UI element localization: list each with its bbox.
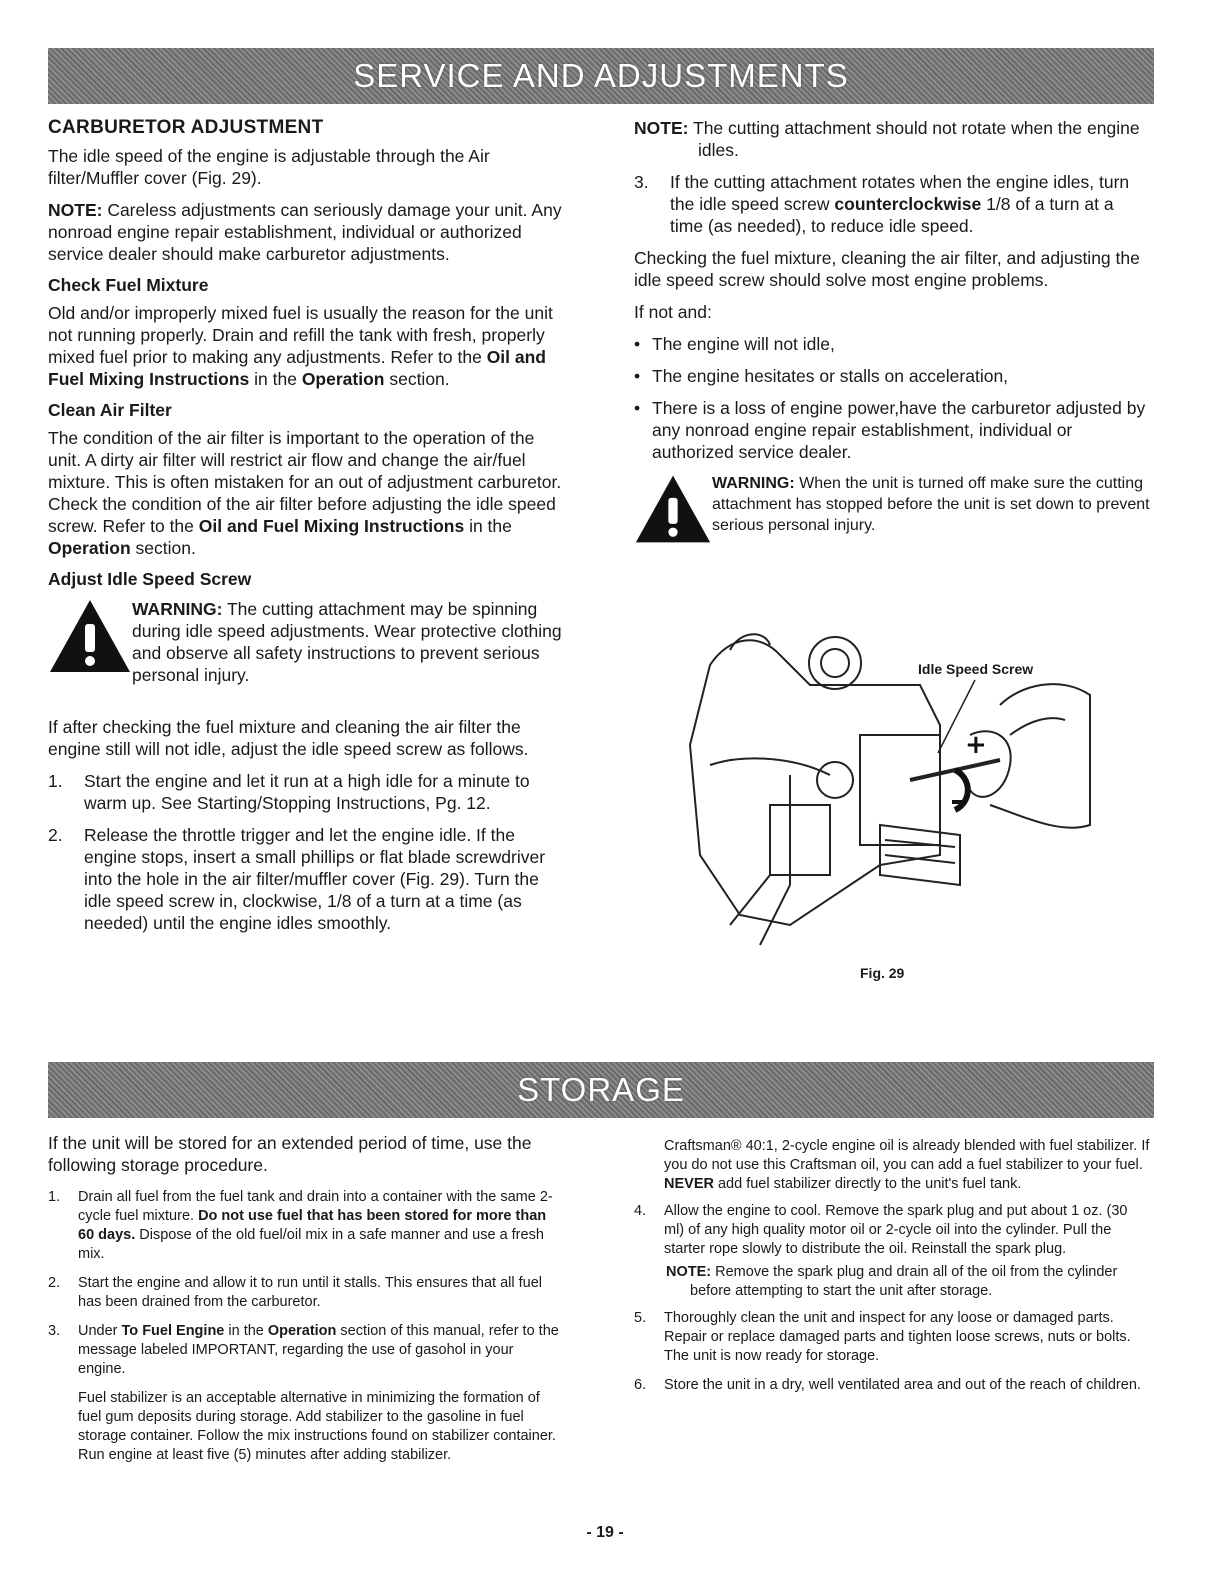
list-item bbox=[634, 1202, 1150, 1259]
step-text: Start the engine and let it run at a high idle for a minute to warm up. See Starting/Stopping Instructions, Pg. 12. bbox=[84, 771, 530, 813]
note-text: Remove the spark plug and drain all of the oil from the cylinder before attempting to start the unit after storage. bbox=[690, 1264, 1118, 1299]
warning-label: WARNING: bbox=[712, 475, 795, 492]
craftsman-text-a: Craftsman® 40:1, 2-cycle engine oil is already blended with fuel stabilizer. If you do not use this Craftsman oil, you can add a fuel stabilizer to your fuel. bbox=[664, 1138, 1150, 1173]
idle-heading: Adjust Idle Speed Screw bbox=[48, 569, 252, 589]
step-text bbox=[78, 1322, 564, 1379]
step-text: Release the throttle trigger and let the engine idle. If the engine stops, insert a small phillips or flat blade screwdriver into the hole in the air filter/muffler cover (Fig. 29). Turn the idle speed screw in, clockwise, 1/8 of a turn at a time (as needed) until the engine idles smoothly. bbox=[84, 825, 546, 933]
storage-left bbox=[48, 1132, 564, 1465]
bullet-text: There is a loss of engine power,have the carburetor adjusted by any nonroad engine repair establishment, individual or authorized service dealer. bbox=[652, 398, 1146, 462]
figure-caption: Fig. 29 bbox=[860, 965, 905, 981]
storage-intro: If the unit will be stored for an extended period of time, use the following storage procedure. bbox=[48, 1133, 532, 1175]
bullet: • bbox=[634, 366, 641, 386]
step-text-e: section of this manual, refer to the message labeled IMPORTANT, regarding the use of gasohol in your engine. bbox=[78, 1323, 559, 1377]
bullet-text: The engine will not idle, bbox=[652, 334, 835, 354]
right-warning bbox=[634, 473, 1150, 545]
list-item bbox=[634, 333, 1150, 355]
checking-text: Checking the fuel mixture, cleaning the air filter, and adjusting the idle speed screw should solve most engine problems. bbox=[634, 248, 1140, 290]
idle-after: If after checking the fuel mixture and cleaning the air filter the engine still will not idle, adjust the idle speed screw as follows. bbox=[48, 717, 529, 759]
step-number: 2. bbox=[48, 825, 63, 845]
service-banner-title: SERVICE AND ADJUSTMENTS bbox=[353, 57, 849, 94]
bullet: • bbox=[634, 334, 641, 354]
warning-text: When the unit is turned off make sure the cutting attachment has stopped before the unit is set down to prevent serious personal injury. bbox=[712, 475, 1150, 534]
left-column bbox=[48, 117, 564, 944]
step-number: 4. bbox=[634, 1203, 647, 1219]
warning-icon bbox=[48, 598, 132, 674]
step-bold-2: Operation bbox=[267, 1323, 337, 1339]
air-text-3: section. bbox=[130, 538, 196, 558]
list-item bbox=[48, 1274, 564, 1312]
step-number: 6. bbox=[634, 1377, 647, 1393]
step-bold: To Fuel Engine bbox=[121, 1323, 225, 1339]
step-text: Store the unit in a dry, well ventilated area and out of the reach of children. bbox=[664, 1377, 1141, 1393]
bullet-list bbox=[634, 333, 1150, 463]
note-text: Careless adjustments can seriously damage your unit. Any nonroad engine repair establishment, individual or authorized service dealer should make carburetor adjustments. bbox=[48, 200, 562, 264]
right-warning-text bbox=[712, 473, 1150, 536]
air-heading: Clean Air Filter bbox=[48, 400, 172, 420]
step-number: 2. bbox=[48, 1275, 61, 1291]
storage-steps-right-2 bbox=[634, 1309, 1150, 1395]
craftsman-bold: NEVER bbox=[664, 1176, 714, 1192]
step-text: Allow the engine to cool. Remove the spark plug and put about 1 oz. (30 ml) of any high quality motor oil or 2-cycle oil into the cylinder. Pull the starter rope slowly to distribute the oil. Reinstall the spark plug. bbox=[664, 1203, 1128, 1257]
storage-right bbox=[634, 1137, 1150, 1405]
fuel-heading: Check Fuel Mixture bbox=[48, 275, 209, 295]
bullet-text: The engine hesitates or stalls on acceleration, bbox=[652, 366, 1009, 386]
right-steps bbox=[634, 171, 1150, 237]
step-text: Start the engine and allow it to run until it stalls. This ensures that all fuel has been drained from the carburetor. bbox=[78, 1275, 542, 1310]
right-column bbox=[634, 117, 1150, 545]
air-text-2: in the bbox=[464, 516, 512, 536]
list-item bbox=[634, 1376, 1150, 1395]
list-item bbox=[634, 365, 1150, 387]
list-item bbox=[634, 171, 1150, 237]
step-text bbox=[670, 171, 1150, 237]
craftsman-text-c: add fuel stabilizer directly to the unit's fuel tank. bbox=[713, 1176, 1022, 1192]
fuel-bold-1: Oil and Fuel Mixing Instructions bbox=[48, 347, 546, 389]
page-number: - 19 - bbox=[586, 1524, 624, 1541]
note-text: The cutting attachment should not rotate when the engine idles. bbox=[688, 118, 1140, 160]
idle-warning-text bbox=[132, 598, 564, 686]
carburetor-intro: The idle speed of the engine is adjustable through the Air filter/Muffler cover (Fig. 29). bbox=[48, 146, 490, 188]
list-item bbox=[634, 397, 1150, 463]
step-text-a: Drain all fuel from the fuel tank and drain into a container with the same 2-cycle fuel mixture. bbox=[78, 1189, 553, 1224]
step-text-c: 1/8 of a turn at a time (as needed), to reduce idle speed. bbox=[670, 194, 1114, 236]
step-number: 5. bbox=[634, 1310, 647, 1326]
storage-banner bbox=[48, 1062, 1154, 1118]
stabilizer-paragraph: Fuel stabilizer is an acceptable alternative in minimizing the formation of fuel gum deposits during storage. Add stabilizer to the gasoline in fuel storage container. Follow the mix instructions found on stabilizer container. Run engine at least five (5) minutes after adding stabilizer. bbox=[78, 1390, 556, 1463]
storage-steps-right bbox=[634, 1202, 1150, 1259]
note-label: NOTE: bbox=[666, 1264, 712, 1280]
note-label: NOTE: bbox=[634, 118, 689, 138]
craftsman-paragraph bbox=[634, 1137, 1150, 1194]
step-number: 3. bbox=[48, 1323, 61, 1339]
right-note bbox=[634, 117, 1150, 161]
step-bold: counterclockwise bbox=[834, 194, 982, 214]
step-text-a: Under bbox=[78, 1323, 122, 1339]
if-not-text: If not and: bbox=[634, 302, 712, 322]
list-item bbox=[48, 1188, 564, 1264]
warning-text: The cutting attachment may be spinning during idle speed adjustments. Wear protective clothing and observe all safety instructions to prevent serious personal injury. bbox=[132, 599, 562, 685]
air-bold-1: Oil and Fuel Mixing Instructions bbox=[198, 516, 465, 536]
fuel-text-3: section. bbox=[384, 369, 450, 389]
fuel-bold-2: Operation bbox=[301, 369, 385, 389]
step-number: 3. bbox=[634, 172, 649, 192]
air-bold-2: Operation bbox=[48, 538, 131, 558]
carburetor-heading: CARBURETOR ADJUSTMENT bbox=[48, 117, 324, 138]
warning-icon bbox=[634, 473, 712, 545]
bullet: • bbox=[634, 398, 641, 418]
carburetor-note bbox=[48, 199, 564, 265]
storage-steps-left bbox=[48, 1188, 564, 1379]
note-label: NOTE: bbox=[48, 200, 103, 220]
fuel-text-2: in the bbox=[249, 369, 302, 389]
step-text: Thoroughly clean the unit and inspect for any loose or damaged parts. Repair or replace damaged parts and tighten loose screws, nuts or bolts. The unit is now ready for storage. bbox=[664, 1310, 1131, 1364]
idle-warning bbox=[48, 598, 564, 686]
storage-banner-title: STORAGE bbox=[517, 1071, 685, 1108]
warning-label: WARNING: bbox=[132, 599, 223, 619]
figure-29 bbox=[670, 625, 1100, 981]
step-text-c: Dispose of the old fuel/oil mix in a safe manner and use a fresh mix. bbox=[78, 1227, 544, 1262]
service-banner bbox=[48, 48, 1154, 104]
list-item bbox=[48, 1322, 564, 1379]
storage-note bbox=[650, 1263, 1160, 1301]
step-text-c: in the bbox=[224, 1323, 268, 1339]
air-paragraph bbox=[48, 427, 564, 559]
svg-text:+: + bbox=[965, 730, 987, 760]
idle-steps bbox=[48, 770, 564, 934]
fuel-text-1: Old and/or improperly mixed fuel is usually the reason for the unit not running properly. Drain and refill the tank with fresh, properly mixed fuel prior to making any adjustments. Refer to the bbox=[48, 303, 553, 367]
step-number: 1. bbox=[48, 771, 63, 791]
step-text bbox=[78, 1188, 564, 1264]
figure-label: Idle Speed Screw bbox=[918, 661, 1034, 677]
trimmer-engine-illustration bbox=[670, 625, 1100, 955]
list-item bbox=[634, 1309, 1150, 1366]
fuel-paragraph bbox=[48, 302, 564, 390]
list-item bbox=[48, 770, 564, 814]
step-text-a: If the cutting attachment rotates when the engine idles, turn the idle speed screw bbox=[670, 172, 1130, 214]
step-number: 1. bbox=[48, 1189, 61, 1205]
air-text-1: The condition of the air filter is important to the operation of the unit. A dirty air filter will restrict air flow and change the air/fuel mixture. This is often mistaken for an out of adjustment carburetor. Check the condition of the air filter before adjusting the idle speed screw. Refer to the bbox=[48, 428, 562, 536]
step-bold: Do not use fuel that has been stored for more than 60 days. bbox=[78, 1208, 547, 1243]
list-item bbox=[48, 824, 564, 934]
